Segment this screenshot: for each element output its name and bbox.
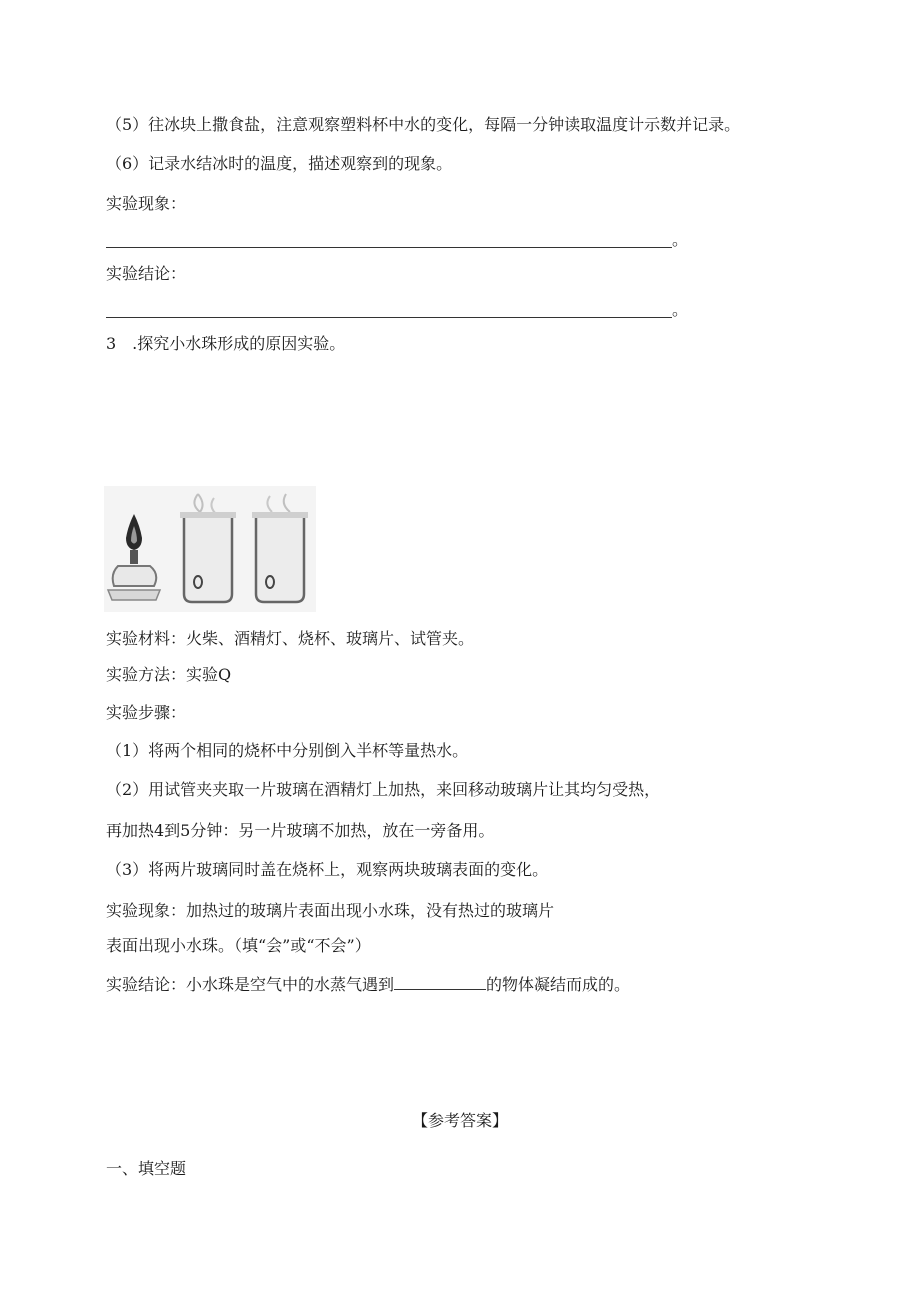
method-text: 实验方法：实验Q: [106, 665, 232, 684]
conclusion-fill-blank[interactable]: [394, 973, 486, 990]
experiment-3-title: 3 .探究小水珠形成的原因实验。: [106, 334, 346, 353]
conclusion-text: [106, 973, 630, 996]
blank-end-mark: 。: [672, 300, 689, 319]
phenomenon-label: 实验现象：: [106, 194, 187, 213]
phenomenon-answer-blank[interactable]: [106, 229, 689, 251]
section-fill-in-blank: 一、填空题: [106, 1159, 187, 1178]
experiment-illustration: [104, 486, 316, 612]
step-5-text: （5）往冰块上撒食盐，注意观察塑料杯中水的变化，每隔一分钟读取温度计示数并记录。: [106, 115, 741, 134]
conclusion-label: 实验结论：: [106, 264, 187, 283]
step-2-continued: 再加热4到5分钟：另一片玻璃不加热，放在一旁备用。: [106, 821, 495, 840]
step-6-text: （6）记录水结冰时的温度，描述观察到的现象。: [106, 154, 453, 173]
step-1-text: （1）将两个相同的烧杯中分别倒入半杯等量热水。: [106, 741, 469, 760]
step-2-text: （2）用试管夹夹取一片玻璃在酒精灯上加热，来回移动玻璃片让其均匀受热，: [106, 780, 661, 799]
blank-end-mark: 。: [672, 230, 689, 249]
phenomenon-continued: 表面出现小水珠。（填“会”或“不会”）: [106, 936, 371, 955]
materials-text: 实验材料：火柴、酒精灯、烧杯、玻璃片、试管夹。: [106, 629, 475, 648]
step-3-text: （3）将两片玻璃同时盖在烧杯上，观察两块玻璃表面的变化。: [106, 860, 549, 879]
phenomenon-text: 实验现象：加热过的玻璃片表面出现小水珠，没有热过的玻璃片: [106, 901, 555, 920]
conclusion-prefix: 实验结论：小水珠是空气中的水蒸气遇到: [106, 975, 395, 994]
steps-label: 实验步骤：: [106, 703, 187, 722]
conclusion-suffix: 的物体凝结而成的。: [486, 975, 631, 994]
conclusion-answer-blank[interactable]: [106, 299, 689, 321]
answers-heading: 【参考答案】: [411, 1111, 508, 1130]
